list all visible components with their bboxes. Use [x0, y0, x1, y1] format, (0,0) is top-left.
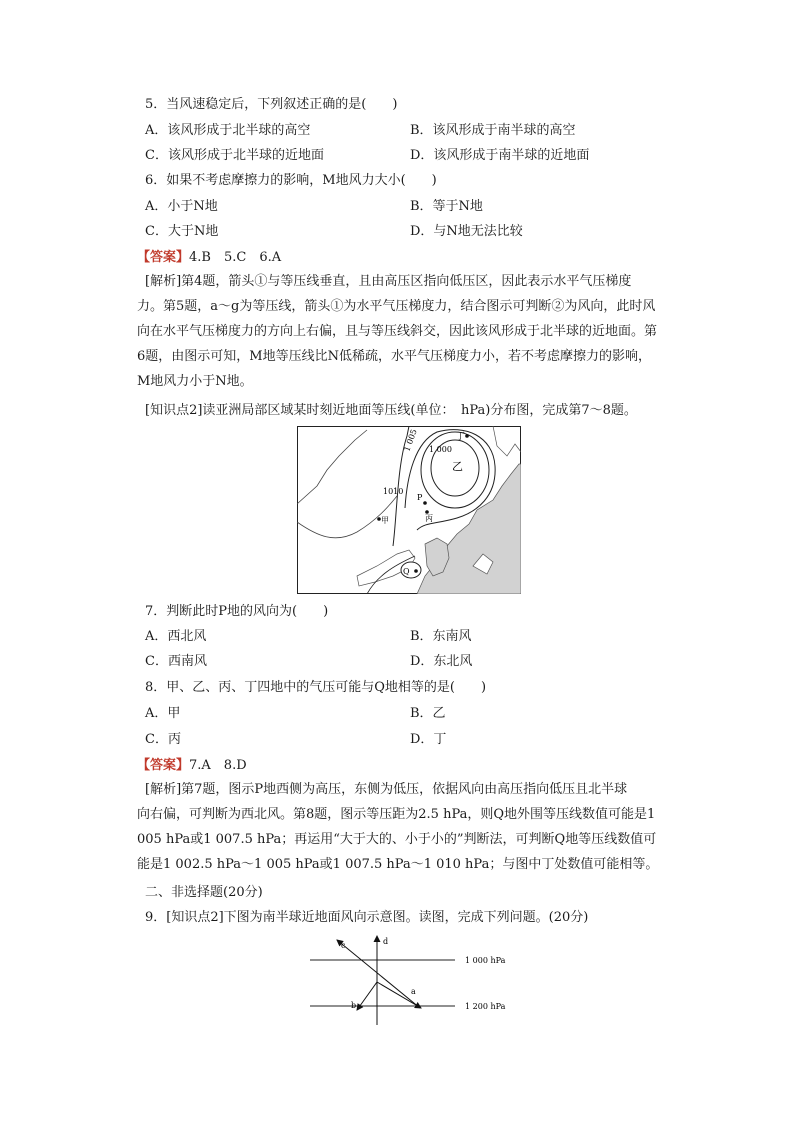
q5-option-d: D．该风形成于南半球的近地面: [410, 148, 590, 163]
section-title-nonchoice: 二、非选择题(20分): [145, 885, 263, 900]
point-ding: [465, 434, 469, 438]
isobar-map-svg: [297, 426, 521, 594]
analysis-2-line: 向右偏，可判断为西北风。第8题，图示等压距为2.5 hPa，则Q地外围等压线数值可能是1: [137, 807, 656, 822]
answer-text: 4.B 5.C 6.A: [189, 250, 282, 265]
answer-block-2: [137, 757, 247, 775]
q8-option-a: A．甲: [145, 706, 181, 721]
analysis-1: [137, 269, 658, 394]
label-1010: 1010: [383, 487, 404, 496]
label-a: a: [411, 987, 416, 996]
q8-stem: 8．甲、乙、丙、丁四地中的气压可能与Q地相等的是( ): [145, 680, 487, 695]
analysis-1-line: 向在水平气压梯度力的方向上右偏，且与等压线斜交，因此该风形成于北半球的近地面。第: [137, 324, 658, 339]
analysis-2-line: [解析]第7题，图示P地西侧为高压，东侧为低压，依据风向由高压指向低压且北半球: [145, 782, 628, 797]
analysis-1-line: 力。第5题，a～g为等压线，箭头①为水平气压梯度力，结合图示可判断②为风向，此时风: [137, 299, 656, 314]
analysis-2: [137, 777, 659, 877]
label-1005: 1 005: [402, 428, 419, 453]
q5-stem: 5．当风速稳定后，下列叙述正确的是( ): [145, 97, 398, 112]
q8-option-c: C．丙: [145, 732, 181, 747]
q8-option-d: D．丁: [410, 732, 447, 747]
kp2-intro: [知识点2]读亚洲局部区域某时刻近地面等压线(单位： hPa)分布图，完成第7～8题。: [145, 403, 637, 418]
answer-block-1: [137, 249, 281, 267]
q5-option-a: A．该风形成于北半球的高空: [145, 123, 311, 138]
label-jia: 甲: [381, 516, 389, 525]
analysis-2-line: 能是1 002.5 hPa～1 005 hPa或1 007.5 hPa～1 010 hPa；与图中丁处数值可能相等。: [137, 857, 659, 872]
label-bing: 丙: [425, 514, 433, 523]
point-p: [423, 501, 427, 505]
label-1200hpa: 1 200 hPa: [465, 1002, 506, 1011]
label-b: b: [351, 1001, 357, 1010]
wind-diagram: [305, 930, 525, 1030]
arrow-c: [337, 940, 420, 1008]
answer-tag: 【答案】: [137, 758, 190, 773]
isobar-map: [297, 426, 521, 594]
q6-option-d: D．与N地无法比较: [410, 224, 523, 239]
answer-tag: 【答案】: [137, 250, 190, 265]
label-d: d: [383, 937, 389, 946]
q9-stem: 9．[知识点2]下图为南半球近地面风向示意图。读图，完成下列问题。(20分): [145, 910, 589, 925]
label-q: Q: [403, 567, 410, 576]
q7-option-a: A．西北风: [145, 629, 207, 644]
label-p: P: [417, 493, 423, 502]
answer-text: 7.A 8.D: [189, 758, 247, 773]
q8-option-b: B．乙: [410, 706, 446, 721]
q5-option-b: B．该风形成于南半球的高空: [410, 123, 576, 138]
q7-option-d: D．东北风: [410, 654, 473, 669]
q6-option-a: A．小于N地: [145, 199, 218, 214]
q7-option-b: B．东南风: [410, 629, 472, 644]
analysis-1-line: [解析]第4题，箭头①与等压线垂直，且由高压区指向低压区，因此表示水平气压梯度: [145, 274, 632, 289]
analysis-2-line: 005 hPa或1 007.5 hPa；再运用“大于大的、小于小的”判断法，可判断Q地等压线数值可: [137, 832, 657, 847]
analysis-1-line: 6题，由图示可知，M地等压线比N低稀疏，水平气压梯度力小，若不考虑摩擦力的影响，: [137, 349, 651, 364]
point-q: [414, 569, 418, 573]
q7-stem: 7．判断此时P地的风向为( ): [145, 604, 329, 619]
wind-diagram-svg: [305, 930, 525, 1030]
analysis-1-line: M地风力小于N地。: [137, 374, 253, 389]
label-yi: 乙: [452, 460, 463, 473]
label-c: c: [341, 941, 346, 950]
q7-option-c: C．西南风: [145, 654, 207, 669]
q6-option-b: B．等于N地: [410, 199, 483, 214]
q5-option-c: C．该风形成于北半球的近地面: [145, 148, 324, 163]
q6-option-c: C．大于N地: [145, 224, 219, 239]
label-1000: 1 000: [429, 445, 452, 454]
label-1000hpa: 1 000 hPa: [465, 956, 506, 965]
label-ding: 丁: [456, 432, 466, 442]
q6-stem: 6．如果不考虑摩擦力的影响，M地风力大小( ): [145, 173, 437, 188]
